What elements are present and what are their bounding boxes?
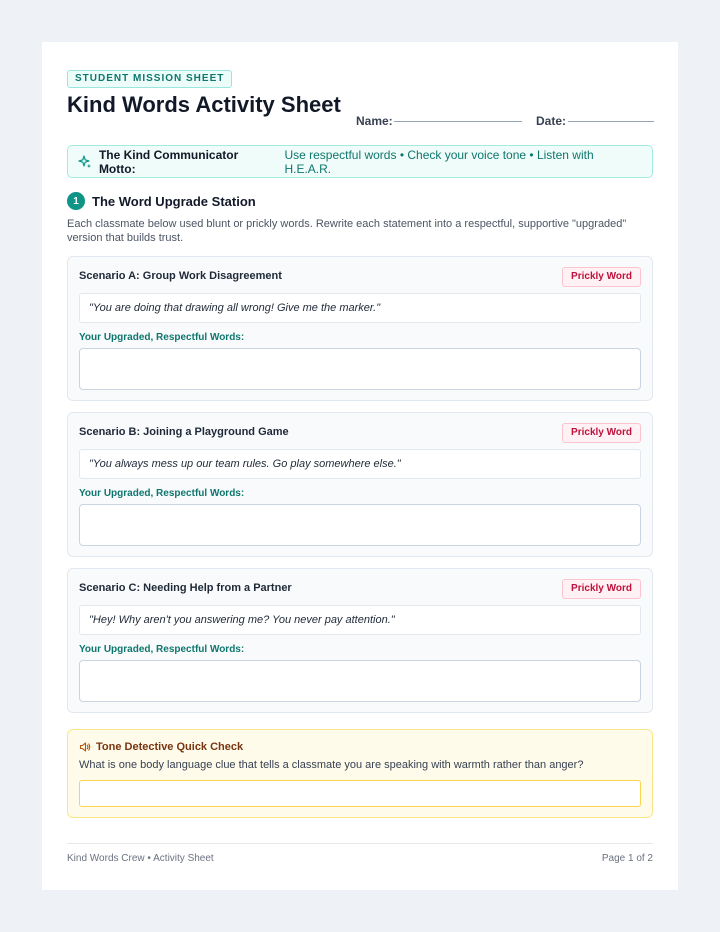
prickly-word-tag: Prickly Word: [562, 579, 641, 599]
tone-check-title: Tone Detective Quick Check: [96, 741, 244, 753]
page-footer: [67, 843, 653, 873]
tone-check-box: [67, 729, 653, 818]
upgraded-words-label: Your Upgraded, Respectful Words:: [79, 332, 245, 343]
upgraded-answer-box[interactable]: [79, 348, 641, 390]
section-number: 1: [67, 192, 85, 210]
date-line[interactable]: [568, 121, 654, 122]
scenario-card-c: [67, 568, 653, 713]
upgraded-words-label: Your Upgraded, Respectful Words:: [79, 644, 245, 655]
tone-check-question: What is one body language clue that tells a classmate you are speaking with warmth rather than anger?: [79, 759, 584, 771]
section-heading: [67, 192, 256, 210]
scenario-title: Scenario B: Joining a Playground Game: [79, 426, 289, 438]
upgraded-answer-box[interactable]: [79, 660, 641, 702]
scenario-title: Scenario A: Group Work Disagreement: [79, 270, 282, 282]
sheet-header: [67, 70, 653, 157]
section-instructions: Each classmate below used blunt or prickly words. Rewrite each statement into a respectful, supportive "upgraded" version that builds trust.: [67, 218, 627, 244]
tone-answer-box[interactable]: [79, 780, 641, 807]
motto-label: The Kind Communicator Motto:: [98, 147, 239, 176]
sparkle-icon: [78, 155, 92, 169]
tone-check-heading: [79, 741, 243, 753]
name-field[interactable]: [356, 114, 393, 128]
section-title: The Word Upgrade Station: [92, 193, 256, 209]
upgraded-answer-box[interactable]: [79, 504, 641, 546]
page-number: Page 1 of 2: [601, 853, 653, 864]
prickly-quote: "You always mess up our team rules. Go play somewhere else.": [79, 449, 641, 479]
footer-left-text: Kind Words Crew • Activity Sheet: [67, 853, 214, 864]
scenario-title: Scenario C: Needing Help from a Partner: [79, 582, 292, 594]
mission-badge: STUDENT MISSION SHEET: [67, 70, 232, 88]
upgraded-words-label: Your Upgraded, Respectful Words:: [79, 488, 245, 499]
prickly-quote: "Hey! Why aren't you answering me? You never pay attention.": [79, 605, 641, 635]
motto-banner: [67, 145, 653, 178]
page-title: Kind Words Activity Sheet: [67, 92, 341, 117]
scenario-card-b: [67, 412, 653, 557]
speaker-icon: [79, 741, 91, 753]
date-label: Date:: [536, 114, 567, 128]
motto-text: Use respectful words • Check your voice tone • Listen with H.E.A.R.: [284, 147, 594, 176]
prickly-quote: "You are doing that drawing all wrong! Give me the marker.": [79, 293, 641, 323]
name-line[interactable]: [394, 121, 522, 122]
scenario-card-a: [67, 256, 653, 401]
name-label: Name:: [356, 114, 393, 128]
prickly-word-tag: Prickly Word: [562, 423, 641, 443]
prickly-word-tag: Prickly Word: [562, 267, 641, 287]
activity-sheet-page: [42, 42, 678, 890]
date-field[interactable]: [536, 114, 566, 128]
